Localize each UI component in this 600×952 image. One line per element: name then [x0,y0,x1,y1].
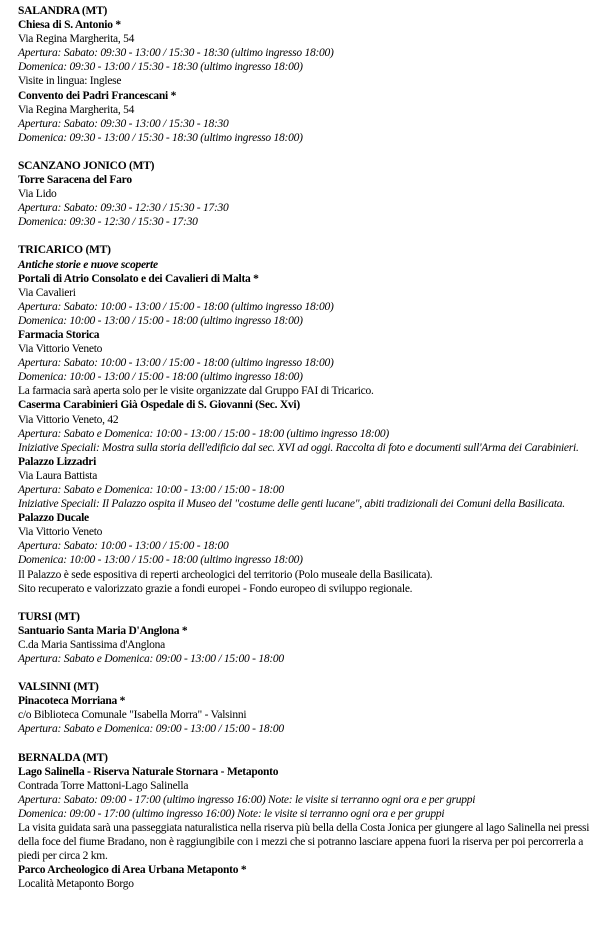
venue-name: Portali di Atrio Consolato e dei Cavalieri di Malta * [18,272,259,285]
venue-address: c/o Biblioteca Comunale "Isabella Morra" - Valsinni [18,709,247,722]
opening-hours: Domenica: 09:30 - 13:00 / 15:30 - 18:30 (ultimo ingresso 18:00) [18,131,303,144]
section-divider [18,666,593,680]
info-note: Sito recuperato e valorizzato grazie a fondi europei - Fondo europeo di sviluppo regionale. [18,582,413,595]
opening-hours: Apertura: Sabato: 10:00 - 13:00 / 15:00 - 18:00 (ultimo ingresso 18:00) [18,357,334,370]
venue-address: Località Metaponto Borgo [18,878,134,891]
town-section [18,243,593,595]
town-section [18,159,593,229]
venue-name: Parco Archeologico di Area Urbana Metaponto * [18,864,247,877]
section-divider [18,145,593,159]
venue-address: Via Vittorio Veneto [18,526,103,539]
info-note: La farmacia sarà aperta solo per le visite organizzate dal Gruppo FAI di Tricarico. [18,385,374,398]
town-section [18,610,593,666]
info-note: Visite in lingua: Inglese [18,75,122,88]
venue-address: Contrada Torre Mattoni-Lago Salinella [18,779,189,792]
opening-hours: Domenica: 10:00 - 13:00 / 15:00 - 18:00 (ultimo ingresso 18:00) [18,554,303,567]
town-section [18,680,593,736]
town-heading: SCANZANO JONICO (MT) [18,159,155,172]
section-subtitle: Antiche storie e nuove scoperte [18,258,158,271]
venue-name: Pinacoteca Morriana * [18,695,126,708]
opening-hours: Apertura: Sabato: 09:30 - 12:30 / 15:30 - 17:30 [18,202,229,215]
opening-hours: Domenica: 10:00 - 13:00 / 15:00 - 18:00 (ultimo ingresso 18:00) [18,371,303,384]
opening-hours: Domenica: 10:00 - 13:00 / 15:00 - 18:00 (ultimo ingresso 18:00) [18,314,303,327]
info-note: La visita guidata sarà una passeggiata naturalistica nella riserva più bella della Costa Jonica per giungere al lago Salinella nei pressi della foce del fiume Bradano, non è raggiungibile con i mezzi che si potranno lasciare appena fuori la riserva per poi percorrerla a piedi per circa 2 km. [18,821,590,863]
opening-hours: Apertura: Sabato: 09:30 - 13:00 / 15:30 - 18:30 (ultimo ingresso 18:00) [18,47,334,60]
venue-name: Palazzo Ducale [18,512,89,525]
town-heading: VALSINNI (MT) [18,681,99,694]
opening-hours: Domenica: 09:30 - 12:30 / 15:30 - 17:30 [18,216,198,229]
venue-address: Via Vittorio Veneto [18,343,103,356]
opening-hours: Apertura: Sabato: 09:30 - 13:00 / 15:30 - 18:30 [18,117,229,130]
opening-hours: Apertura: Sabato e Domenica: 10:00 - 13:00 / 15:00 - 18:00 [18,484,284,496]
opening-hours: Apertura: Sabato e Domenica: 10:00 - 13:00 / 15:00 - 18:00 (ultimo ingresso 18:00) [18,427,389,440]
venue-name: Palazzo Lizzadri [18,455,97,468]
venue-name: Chiesa di S. Antonio * [18,19,121,32]
town-section [18,751,593,892]
opening-hours: Apertura: Sabato: 10:00 - 13:00 / 15:00 - 18:00 [18,540,229,553]
venue-address: Via Regina Margherita, 54 [18,103,135,116]
opening-hours: Domenica: 09:30 - 13:00 / 15:30 - 18:30 (ultimo ingresso 18:00) [18,61,303,74]
opening-hours: Apertura: Sabato e Domenica: 09:00 - 13:00 / 15:00 - 18:00 [18,723,284,736]
venue-name: Convento dei Padri Francescani * [18,89,177,102]
venue-address: Via Laura Battista [18,469,98,482]
venue-address: Via Vittorio Veneto, 42 [18,413,119,426]
opening-hours: Apertura: Sabato e Domenica: 09:00 - 13:00 / 15:00 - 18:00 [18,653,284,666]
opening-hours: Apertura: Sabato: 10:00 - 13:00 / 15:00 - 18:00 (ultimo ingresso 18:00) [18,300,334,313]
venue-address: Via Cavalieri [18,286,76,299]
venue-name: Lago Salinella - Riserva Naturale Stornara - Metaponto [18,765,279,778]
opening-hours: Apertura: Sabato: 09:00 - 17:00 (ultimo ingresso 16:00) Note: le visite si terranno ogni ora e per gruppi [18,793,476,806]
section-divider [18,229,593,243]
venue-address: Via Regina Margherita, 54 [18,33,135,46]
special-initiatives: Iniziative Speciali: Mostra sulla storia dell'edificio dal sec. XVI ad oggi. Raccolta di foto e documenti sull'Arma dei Carabinieri. [18,441,579,454]
venue-name: Caserma Carabinieri Già Ospedale di S. Giovanni (Sec. Xvi) [18,399,300,412]
venue-name: Torre Saracena del Faro [18,174,132,187]
town-heading: SALANDRA (MT) [18,5,108,17]
info-note: Il Palazzo è sede espositiva di reperti archeologici del territorio (Polo museale della Basilicata). [18,568,433,581]
town-heading: TURSI (MT) [18,610,80,623]
opening-hours: Domenica: 09:00 - 17:00 (ultimo ingresso 16:00) Note: le visite si terranno ogni ora e per gruppi [18,807,445,820]
town-heading: BERNALDA (MT) [18,751,108,764]
section-divider [18,737,593,751]
town-heading: TRICARICO (MT) [18,244,111,257]
town-section [18,4,593,145]
special-initiatives: Iniziative Speciali: Il Palazzo ospita il Museo del "costume delle genti lucane", abiti tradizionali dei Comuni della Basilicata. [18,498,565,511]
venue-address: Via Lido [18,188,57,201]
venue-name: Santuario Santa Maria D'Anglona * [18,624,188,637]
section-divider [18,596,593,610]
venue-address: C.da Maria Santissima d'Anglona [18,638,165,651]
venue-name: Farmacia Storica [18,328,100,341]
